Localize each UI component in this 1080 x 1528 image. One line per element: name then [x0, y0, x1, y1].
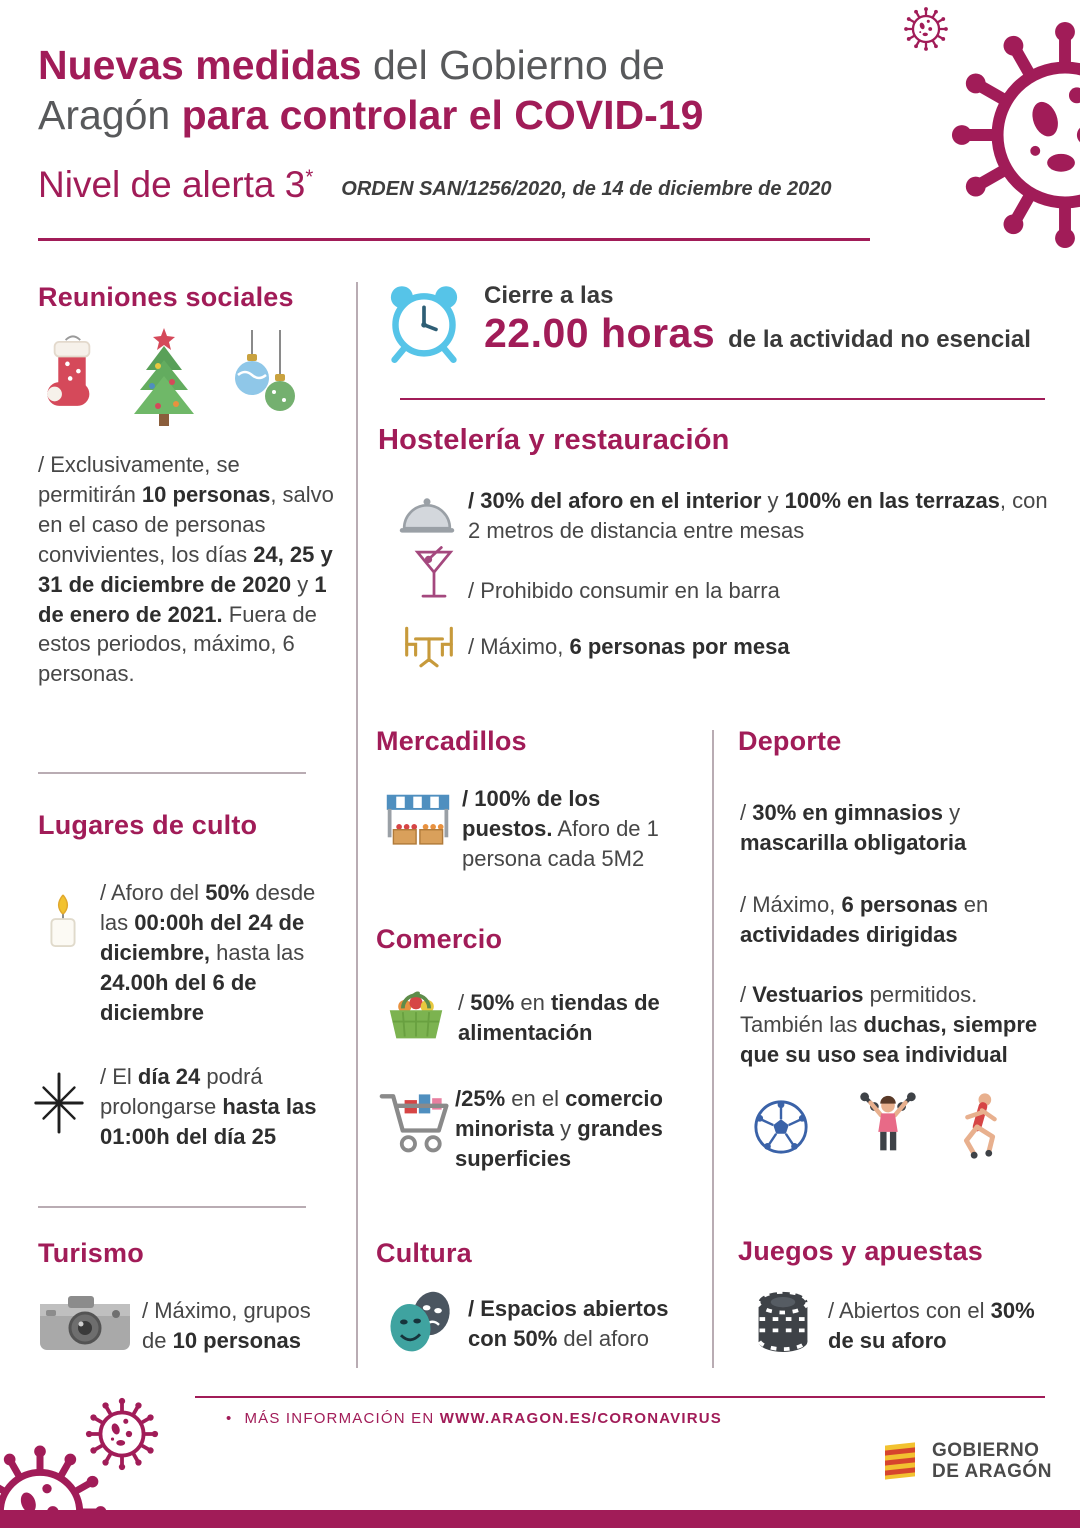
christmas-stocking-icon [40, 330, 104, 426]
shopping-cart-icon [378, 1082, 454, 1160]
logo-line-2: DE ARAGÓN [932, 1461, 1052, 1482]
cocktail-icon [412, 544, 456, 606]
closure-line [484, 310, 1059, 357]
deporte-item-1: / 30% en gimnasios y mascarilla obligatoria [740, 800, 967, 855]
virus-icon [903, 6, 949, 52]
footer-divider [195, 1396, 1045, 1398]
runner-icon [948, 1090, 1012, 1162]
alert-level-text: Nivel de alerta 3 [38, 164, 306, 205]
camera-icon [38, 1292, 132, 1354]
section-title-mercadillos: Mercadillos [376, 726, 527, 756]
section-title-reuniones: Reuniones sociales [38, 282, 294, 312]
comercio-item-2: /25% en el comercio minorista y grandes superficies [455, 1086, 663, 1171]
page-title [38, 40, 883, 140]
gobierno-aragon-logo [880, 1438, 1052, 1484]
mercadillos-body: / 100% de los puestos. Aforo de 1 persona cada 5M2 [462, 786, 659, 871]
alarm-clock-icon [378, 280, 470, 366]
theater-masks-icon [382, 1286, 458, 1358]
section-title-hosteleria: Hostelería y restauración [378, 424, 730, 456]
divider [38, 772, 306, 774]
closure-banner [484, 282, 1059, 357]
market-stall-icon [382, 790, 454, 860]
soccer-ball-icon [752, 1098, 810, 1156]
alert-level [38, 164, 313, 206]
closure-time: 22.00 horas [484, 310, 716, 356]
alert-asterisk: * [305, 166, 314, 189]
header [38, 40, 883, 206]
poker-chips-icon [752, 1286, 814, 1354]
section-title-cultura: Cultura [376, 1238, 472, 1268]
comercio-item-1: / 50% en tiendas de alimentación [458, 990, 660, 1045]
divider [38, 1206, 306, 1208]
aragon-flag-icon [880, 1438, 922, 1484]
weightlifter-icon [852, 1090, 924, 1162]
section-title-deporte: Deporte [738, 726, 842, 756]
culto-item-1: / Aforo del 50% desde las 00:00h del 24 de diciembre, hasta las 24.00h del 6 de diciembre [100, 880, 316, 1025]
cultura-body: / Espacios abiertos con 50% del aforo [468, 1296, 669, 1351]
bottom-bar [0, 1510, 1080, 1528]
grocery-basket-icon [384, 984, 448, 1044]
ornaments-icon [222, 330, 306, 426]
reuniones-body: / Exclusivamente, se permitirán 10 personas, salvo en el caso de personas convivientes, los días 24, 25 y 31 de diciembre de 2020 y 1 de enero de 2021. Fuera de estos periodos, máximo, 6 personas. [38, 452, 334, 687]
deporte-item-3: / Vestuarios permitidos. También las duchas, siempre que su uso sea individual [740, 982, 1038, 1067]
section-title-turismo: Turismo [38, 1238, 144, 1268]
title-line-2: Aragón para controlar el COVID-19 [38, 92, 704, 138]
logo-line-1: GOBIERNO [932, 1440, 1040, 1461]
culto-item-2: / El día 24 podrá prolongarse hasta las 01:00h del día 25 [100, 1064, 317, 1149]
juegos-body: / Abiertos con el 30% de su aforo [828, 1298, 1035, 1353]
logo-text [932, 1440, 1052, 1482]
christmas-tree-icon [122, 326, 206, 430]
hosteleria-item-3: / Máximo, 6 personas por mesa [468, 634, 790, 659]
closure-rest: de la actividad no esencial [728, 326, 1031, 353]
candle-icon [36, 892, 90, 950]
turismo-body: / Máximo, grupos de 10 personas [142, 1298, 311, 1353]
header-divider [38, 238, 870, 241]
vertical-divider-left [356, 282, 358, 1368]
table-chairs-icon [396, 622, 462, 672]
section-title-juegos: Juegos y apuestas [738, 1236, 984, 1266]
section-title-comercio: Comercio [376, 924, 503, 954]
closure-divider [400, 398, 1045, 400]
cloche-icon [398, 492, 456, 538]
title-line-1: Nuevas medidas del Gobierno de [38, 42, 665, 88]
closure-intro: Cierre a las [484, 282, 614, 309]
virus-icon [946, 16, 1080, 254]
alert-row [38, 164, 883, 206]
hosteleria-item-1: / 30% del aforo en el interior y 100% en las terrazas, con 2 metros de distancia entre mesas [468, 488, 1048, 543]
deporte-item-2: / Máximo, 6 personas en actividades dirigidas [740, 892, 989, 947]
hosteleria-item-2: / Prohibido consumir en la barra [468, 578, 780, 603]
section-title-culto: Lugares de culto [38, 810, 258, 840]
sparkle-star-icon [30, 1072, 88, 1134]
footer-info [226, 1410, 722, 1427]
vertical-divider-right [712, 730, 714, 1368]
footer-bullet: • [226, 1410, 233, 1427]
footer-info-text: MÁS INFORMACIÓN EN WWW.ARAGON.ES/CORONAVIRUS [244, 1410, 722, 1427]
order-reference: ORDEN SAN/1256/2020, de 14 de diciembre de 2020 [341, 178, 832, 200]
